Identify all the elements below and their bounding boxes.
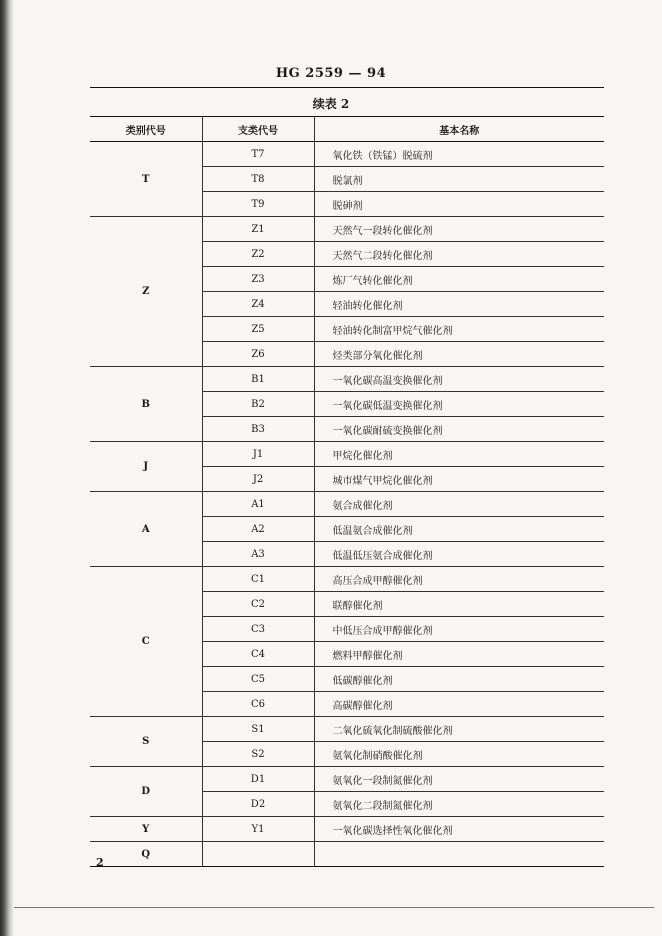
page-bottom-rule: [14, 907, 654, 908]
standard-header: HG 2559 — 94: [275, 66, 387, 81]
subcategory-code-cell: C2: [202, 592, 314, 617]
category-code-cell: C: [90, 567, 202, 717]
basic-name-cell: 低温氨合成催化剂: [314, 517, 604, 542]
basic-name-cell: 脱砷剂: [314, 192, 604, 217]
basic-name-cell: 中低压合成甲醇催化剂: [314, 617, 604, 642]
basic-name-cell: 燃料甲醇催化剂: [314, 642, 604, 667]
table-row: [90, 717, 604, 742]
table-row: [90, 767, 604, 792]
basic-name-cell: [314, 842, 604, 867]
subcategory-code-cell: S2: [202, 742, 314, 767]
table-header-row: [90, 117, 604, 142]
subcategory-code-cell: Z3: [202, 267, 314, 292]
header-rule: [90, 87, 604, 88]
subcategory-code-cell: Z6: [202, 342, 314, 367]
basic-name-cell: 城市煤气甲烷化催化剂: [314, 467, 604, 492]
table-row: [90, 217, 604, 242]
basic-name-cell: 一氧化碳高温变换催化剂: [314, 367, 604, 392]
header-subcategory-code: 支类代号: [202, 117, 314, 142]
subcategory-code-cell: Z1: [202, 217, 314, 242]
subcategory-code-cell: A1: [202, 492, 314, 517]
basic-name-cell: 一氧化碳耐硫变换催化剂: [314, 417, 604, 442]
table-row: [90, 817, 604, 842]
subcategory-code-cell: D2: [202, 792, 314, 817]
subcategory-code-cell: D1: [202, 767, 314, 792]
subcategory-code-cell: Z4: [202, 292, 314, 317]
basic-name-cell: 一氧化碳选择性氧化催化剂: [314, 817, 604, 842]
table-row: [90, 567, 604, 592]
subcategory-code-cell: [202, 842, 314, 867]
basic-name-cell: 联醇催化剂: [314, 592, 604, 617]
category-code-cell: J: [90, 442, 202, 492]
table-row: [90, 442, 604, 467]
table-row: [90, 367, 604, 392]
category-code-cell: T: [90, 142, 202, 217]
subcategory-code-cell: S1: [202, 717, 314, 742]
subcategory-code-cell: T9: [202, 192, 314, 217]
basic-name-cell: 氧化铁（铁锰）脱硫剂: [314, 142, 604, 167]
subcategory-code-cell: A2: [202, 517, 314, 542]
category-code-cell: Q: [90, 842, 202, 867]
subcategory-code-cell: C4: [202, 642, 314, 667]
header-basic-name: 基本名称: [314, 117, 604, 142]
subcategory-code-cell: J1: [202, 442, 314, 467]
category-code-cell: A: [90, 492, 202, 567]
table-row: [90, 492, 604, 517]
basic-name-cell: 二氧化硫氧化制硫酸催化剂: [314, 717, 604, 742]
subcategory-code-cell: C1: [202, 567, 314, 592]
subcategory-code-cell: C6: [202, 692, 314, 717]
subcategory-code-cell: Y1: [202, 817, 314, 842]
subcategory-code-cell: T7: [202, 142, 314, 167]
subcategory-code-cell: B2: [202, 392, 314, 417]
catalyst-code-table: [90, 116, 604, 867]
basic-name-cell: 氨氧化二段制氮催化剂: [314, 792, 604, 817]
subcategory-code-cell: C5: [202, 667, 314, 692]
basic-name-cell: 高压合成甲醇催化剂: [314, 567, 604, 592]
table-row: [90, 842, 604, 867]
subcategory-code-cell: T8: [202, 167, 314, 192]
page-binding-edge: [0, 0, 14, 936]
subcategory-code-cell: Z2: [202, 242, 314, 267]
basic-name-cell: 天然气二段转化催化剂: [314, 242, 604, 267]
basic-name-cell: 轻油转化制富甲烷气催化剂: [314, 317, 604, 342]
basic-name-cell: 低碳醇催化剂: [314, 667, 604, 692]
category-code-cell: B: [90, 367, 202, 442]
basic-name-cell: 轻油转化催化剂: [314, 292, 604, 317]
subcategory-code-cell: Z5: [202, 317, 314, 342]
basic-name-cell: 炼厂气转化催化剂: [314, 267, 604, 292]
basic-name-cell: 脱氯剂: [314, 167, 604, 192]
basic-name-cell: 氨氧化一段制氮催化剂: [314, 767, 604, 792]
basic-name-cell: 一氧化碳低温变换催化剂: [314, 392, 604, 417]
page-number: 2: [96, 856, 104, 869]
subcategory-code-cell: B1: [202, 367, 314, 392]
basic-name-cell: 烃类部分氧化催化剂: [314, 342, 604, 367]
basic-name-cell: 低温低压氨合成催化剂: [314, 542, 604, 567]
subcategory-code-cell: J2: [202, 467, 314, 492]
subcategory-code-cell: A3: [202, 542, 314, 567]
subcategory-code-cell: B3: [202, 417, 314, 442]
basic-name-cell: 高碳醇催化剂: [314, 692, 604, 717]
basic-name-cell: 氨合成催化剂: [314, 492, 604, 517]
basic-name-cell: 甲烷化催化剂: [314, 442, 604, 467]
basic-name-cell: 天然气一段转化催化剂: [314, 217, 604, 242]
basic-name-cell: 氨氧化制硝酸催化剂: [314, 742, 604, 767]
category-code-cell: Z: [90, 217, 202, 367]
table-row: [90, 142, 604, 167]
table-body: [90, 142, 604, 867]
table-caption: 续表 2: [312, 97, 350, 111]
subcategory-code-cell: C3: [202, 617, 314, 642]
header-category-code: 类别代号: [90, 117, 202, 142]
category-code-cell: Y: [90, 817, 202, 842]
category-code-cell: D: [90, 767, 202, 817]
category-code-cell: S: [90, 717, 202, 767]
